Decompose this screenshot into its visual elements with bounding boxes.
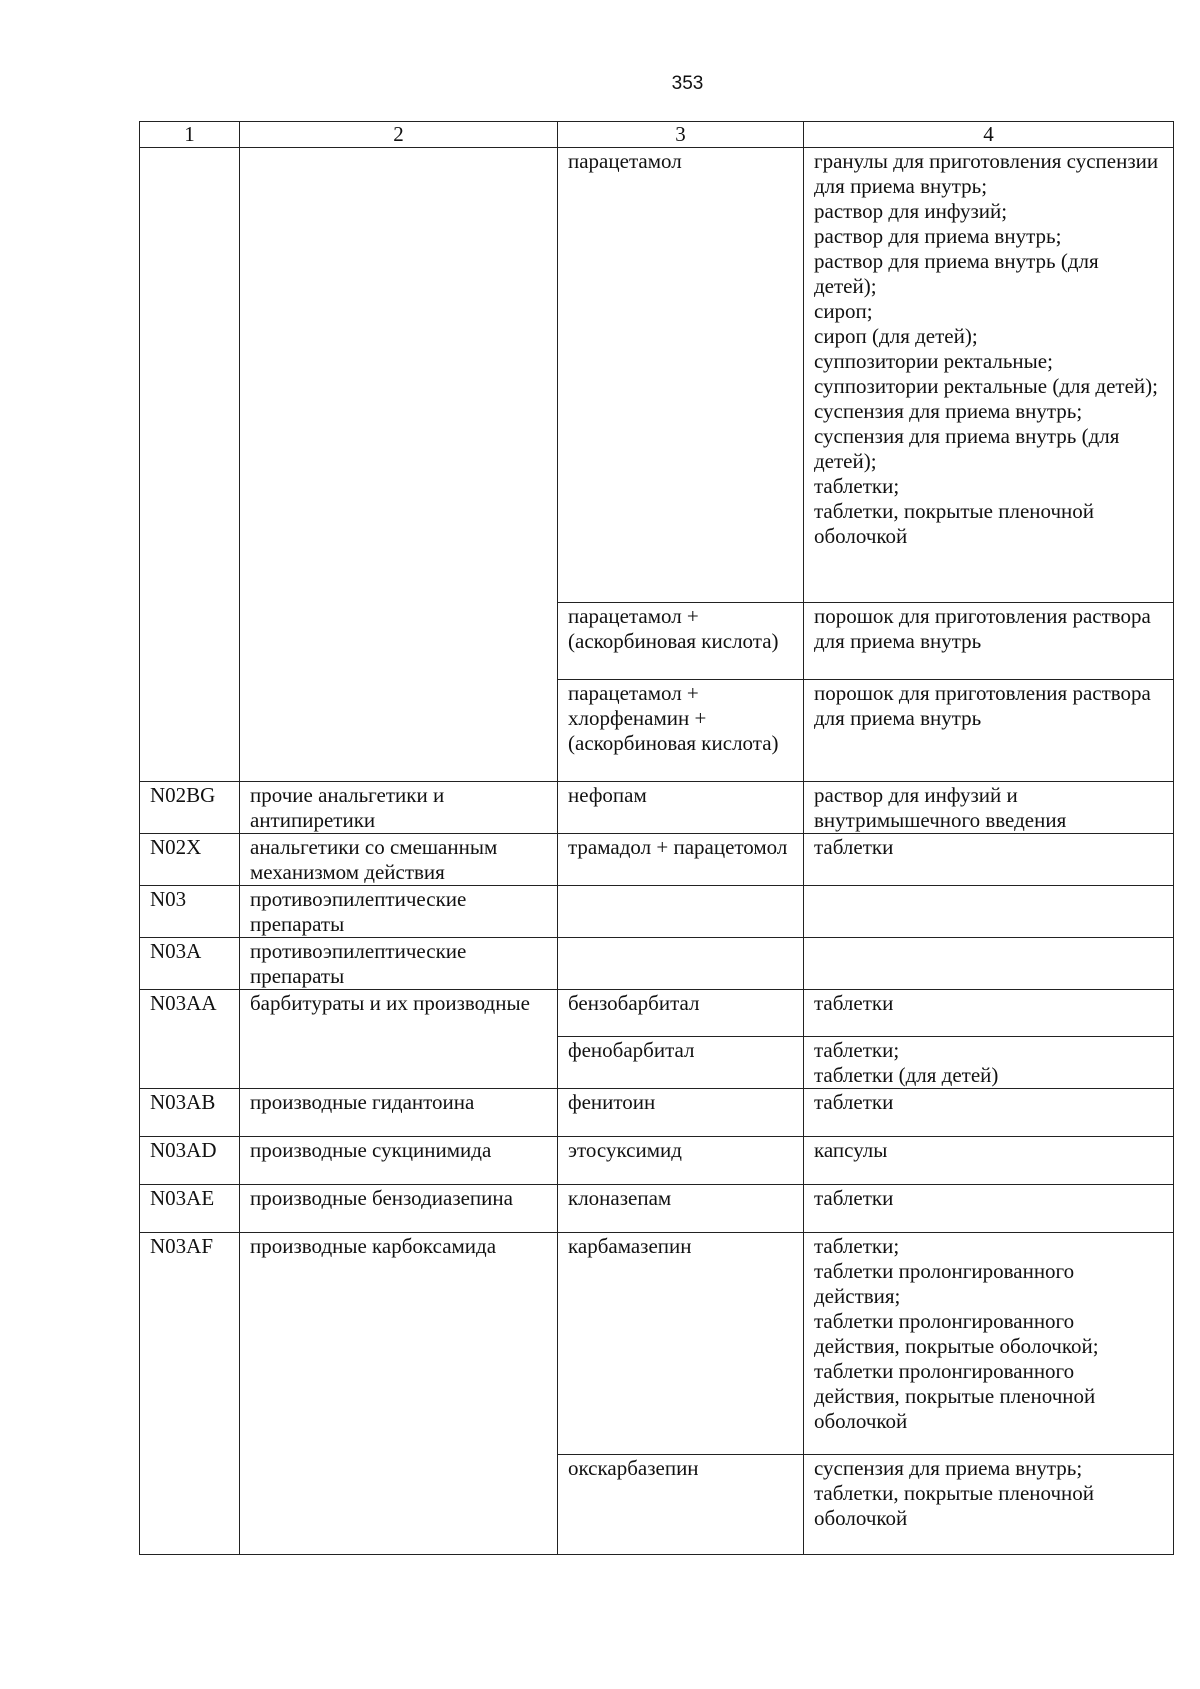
code-cell: N03AF (140, 1233, 240, 1555)
code-cell: N03AD (140, 1137, 240, 1185)
drug-cell: трамадол + парацетомол (558, 834, 804, 886)
group-cell: анальгетики со смешанным механизмом действия (240, 834, 558, 886)
code-cell: N03 (140, 886, 240, 938)
forms-cell: порошок для приготовления раствора для приема внутрь (804, 680, 1174, 782)
forms-cell (804, 148, 1174, 603)
form-line: сироп (для детей); (814, 324, 978, 348)
drug-cell (558, 938, 804, 990)
form-line: таблетки пролонгированного действия, покрытые пленочной оболочкой (814, 1359, 1096, 1433)
table-row (140, 148, 1174, 603)
forms-cell: таблетки (804, 1089, 1174, 1137)
table-row (140, 782, 1174, 834)
drug-cell: парацетамол + (аскорбиновая кислота) (558, 603, 804, 680)
column-header: 2 (240, 122, 558, 148)
drug-cell (558, 886, 804, 938)
form-line: раствор для приема внутрь (для детей); (814, 249, 1099, 298)
table-row (140, 834, 1174, 886)
form-line: суспензия для приема внутрь; (814, 1456, 1083, 1480)
drug-table (139, 121, 1174, 1555)
code-cell (140, 148, 240, 782)
code-cell: N03AA (140, 990, 240, 1089)
table-row (140, 886, 1174, 938)
table-header-row (140, 122, 1174, 148)
forms-cell (804, 886, 1174, 938)
page-number: 353 (671, 73, 704, 94)
group-cell: барбитураты и их производные (240, 990, 558, 1089)
group-cell: производные сукцинимида (240, 1137, 558, 1185)
table-row (140, 1233, 1174, 1455)
drug-cell: клоназепам (558, 1185, 804, 1233)
form-line: раствор для приема внутрь; (814, 224, 1062, 248)
table-row (140, 1137, 1174, 1185)
column-header: 4 (804, 122, 1174, 148)
code-cell: N03A (140, 938, 240, 990)
forms-cell (804, 1455, 1174, 1555)
code-cell: N02BG (140, 782, 240, 834)
form-line: таблетки пролонгированного действия; (814, 1259, 1075, 1308)
group-cell: производные бензодиазепина (240, 1185, 558, 1233)
drug-cell: карбамазепин (558, 1233, 804, 1455)
table-row (140, 990, 1174, 1037)
drug-cell: бензобарбитал (558, 990, 804, 1037)
form-line: таблетки; (814, 1038, 900, 1062)
drug-cell: парацетамол + хлорфенамин + (аскорбиновая кислота) (558, 680, 804, 782)
forms-cell (804, 1233, 1174, 1455)
forms-cell: капсулы (804, 1137, 1174, 1185)
form-line: таблетки, покрытые пленочной оболочкой (814, 499, 1095, 548)
code-cell: N03AB (140, 1089, 240, 1137)
forms-cell (804, 1037, 1174, 1089)
code-cell: N03AE (140, 1185, 240, 1233)
form-line: раствор для инфузий; (814, 199, 1008, 223)
group-cell: прочие анальгетики и антипиретики (240, 782, 558, 834)
form-line: суспензия для приема внутрь (для детей); (814, 424, 1120, 473)
form-line: таблетки; (814, 1234, 900, 1258)
form-line: таблетки пролонгированного действия, покрытые оболочкой; (814, 1309, 1099, 1358)
drug-cell: нефопам (558, 782, 804, 834)
drug-cell: фенобарбитал (558, 1037, 804, 1089)
table-row (140, 1185, 1174, 1233)
forms-cell: таблетки (804, 834, 1174, 886)
column-header: 1 (140, 122, 240, 148)
form-line: таблетки (для детей) (814, 1063, 999, 1087)
drug-cell: этосуксимид (558, 1137, 804, 1185)
code-cell: N02X (140, 834, 240, 886)
drug-cell: парацетамол (558, 148, 804, 603)
forms-cell: порошок для приготовления раствора для приема внутрь (804, 603, 1174, 680)
form-line: гранулы для приготовления суспензии для приема внутрь; (814, 149, 1159, 198)
column-header: 3 (558, 122, 804, 148)
form-line: суппозитории ректальные; (814, 349, 1053, 373)
forms-cell: раствор для инфузий и внутримышечного введения (804, 782, 1174, 834)
table-row (140, 1089, 1174, 1137)
form-line: таблетки, покрытые пленочной оболочкой (814, 1481, 1095, 1530)
forms-cell: таблетки (804, 990, 1174, 1037)
group-cell: противоэпилептические препараты (240, 938, 558, 990)
form-line: сироп; (814, 299, 873, 323)
group-cell: противоэпилептические препараты (240, 886, 558, 938)
forms-cell: таблетки (804, 1185, 1174, 1233)
drug-cell: окскарбазепин (558, 1455, 804, 1555)
form-line: таблетки; (814, 474, 900, 498)
drug-cell: фенитоин (558, 1089, 804, 1137)
group-cell (240, 148, 558, 782)
forms-cell (804, 938, 1174, 990)
form-line: суппозитории ректальные (для детей); (814, 374, 1158, 398)
group-cell: производные карбоксамида (240, 1233, 558, 1555)
group-cell: производные гидантоина (240, 1089, 558, 1137)
table-row (140, 938, 1174, 990)
form-line: суспензия для приема внутрь; (814, 399, 1083, 423)
